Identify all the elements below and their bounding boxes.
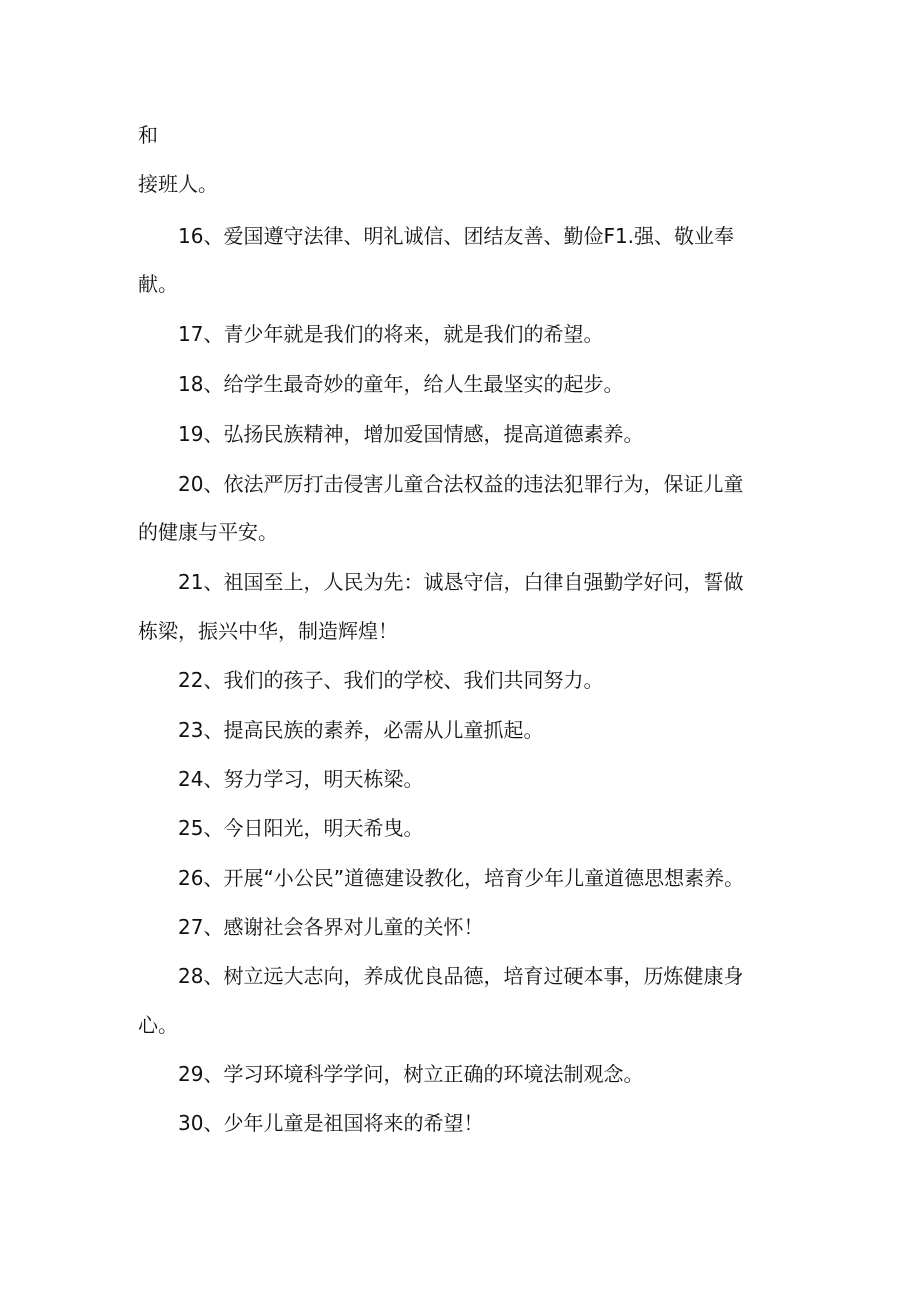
text-line: 27、感谢社会各界对儿童的关怀！ — [178, 915, 484, 939]
text-line: 的健康与平安。 — [138, 520, 278, 544]
text-line: 18、给学生最奇妙的童年，给人生最坚实的起步。 — [178, 372, 624, 396]
text-line: 接班人。 — [138, 172, 218, 196]
text-line: 24、努力学习，明天栋梁。 — [178, 767, 424, 791]
text-line: 和 — [138, 123, 158, 147]
text-line: 29、学习环境科学学问，树立正确的环境法制观念。 — [178, 1062, 644, 1086]
text-line: 26、开展“小公民”道德建设教化，培育少年儿童道德思想素养。 — [178, 866, 745, 890]
text-line: 17、青少年就是我们的将来，就是我们的希望。 — [178, 322, 604, 346]
text-line: 16、爱国遵守法律、明礼诚信、团结友善、勤俭F1.强、敬业奉 — [178, 224, 735, 248]
text-line: 19、弘扬民族精神，增加爱国情感，提高道德素养。 — [178, 422, 644, 446]
text-line: 22、我们的孩子、我们的学校、我们共同努力。 — [178, 668, 604, 692]
text-line: 25、今日阳光，明天希曳。 — [178, 816, 424, 840]
text-line: 心。 — [138, 1013, 178, 1037]
text-line: 28、树立远大志向，养成优良品德，培育过硬本事，历炼健康身 — [178, 964, 744, 988]
text-line: 献。 — [138, 272, 178, 296]
text-line: 20、依法严厉打击侵害儿童合法权益的违法犯罪行为，保证儿童 — [178, 472, 744, 496]
text-line: 30、少年儿童是祖国将来的希望！ — [178, 1111, 484, 1135]
text-line: 栋梁，振兴中华，制造辉煌！ — [138, 619, 398, 643]
text-line: 21、祖国至上，人民为先：诚恳守信，白律自强勤学好问，誓做 — [178, 570, 744, 594]
text-line: 23、提高民族的素养，必需从儿童抓起。 — [178, 718, 544, 742]
